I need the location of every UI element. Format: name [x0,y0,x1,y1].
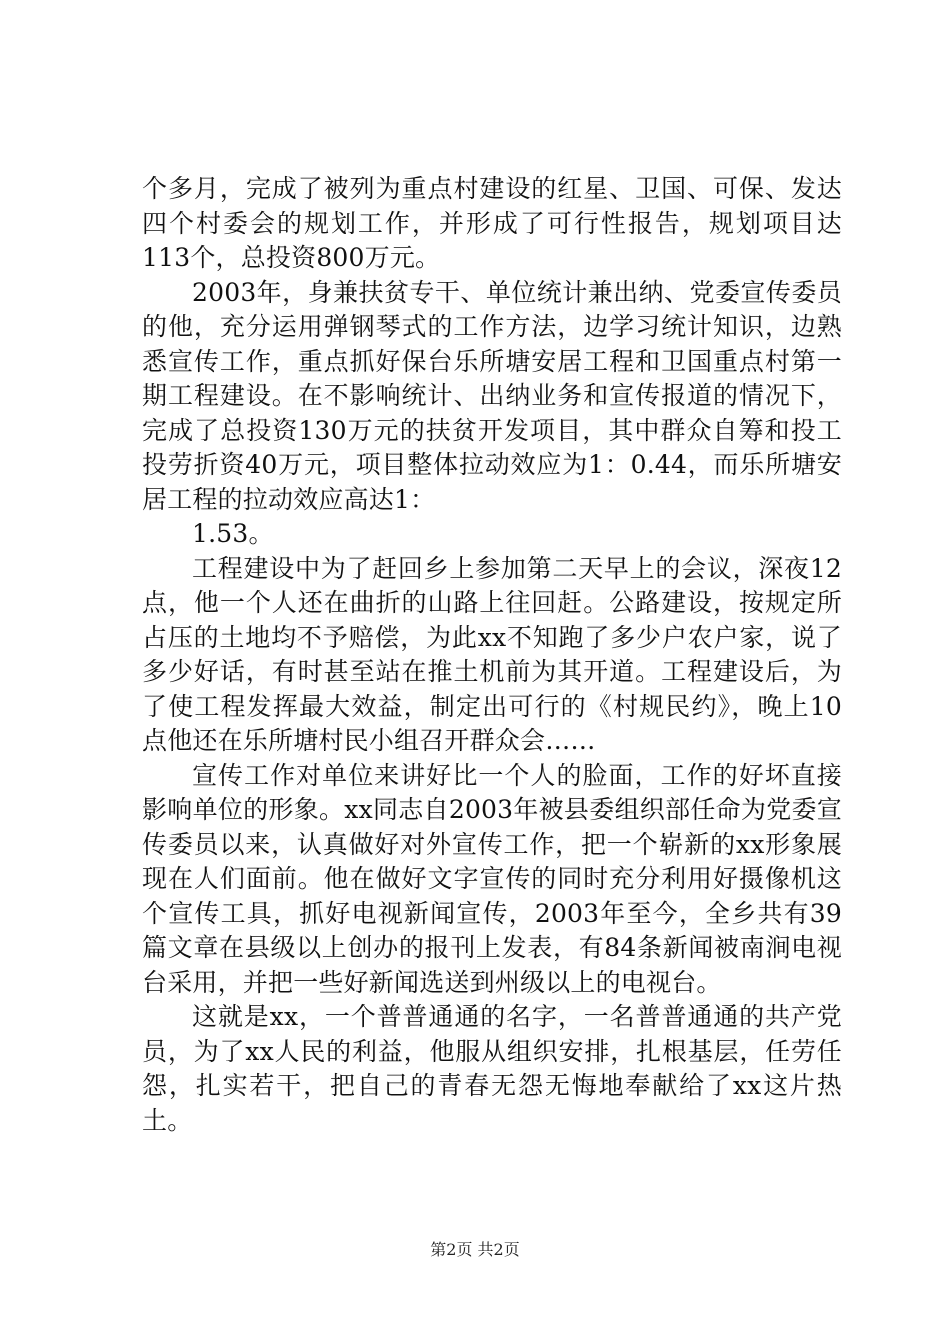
paragraph-6: 这就是xx，一个普普通通的名字，一名普普通通的共产党员，为了xx人民的利益，他服从组织安排，扎根基层，任劳任怨，扎实若干，把自己的青春无怨无悔地奉献给了xx这片热土。 [142,1002,842,1135]
document-body [142,172,842,1138]
paragraph-3: 1.53。 [192,519,274,548]
paragraph-4: 工程建设中为了赶回乡上参加第二天早上的会议，深夜12点，他一个人还在曲折的山路上往回赶。公路建设，按规定所占压的土地均不予赔偿，为此xx不知跑了多少户农户家，说了多少好话，有时甚至站在推土机前为其开道。工程建设后，为了使工程发挥最大效益，制定出可行的《村规民约》，晚上10点他还在乐所塘村民小组召开群众会…… [142,553,842,755]
paragraph-5: 宣传工作对单位来讲好比一个人的脸面，工作的好坏直接影响单位的形象。xx同志自2003年被县委组织部任命为党委宣传委员以来，认真做好对外宣传工作，把一个崭新的xx形象展现在人们面前。他在做好文字宣传的同时充分利用好摄像机这个宣传工具，抓好电视新闻宣传，2003年至今，全乡共有39篇文章在县级以上创办的报刊上发表，有84条新闻被南涧电视台采用，并把一些好新闻选送到州级以上的电视台。 [142,760,842,997]
paragraph-2: 2003年，身兼扶贫专干、单位统计兼出纳、党委宣传委员的他，充分运用弹钢琴式的工作方法，边学习统计知识，边熟悉宣传工作，重点抓好保台乐所塘安居工程和卫国重点村第一期工程建设。在不影响统计、出纳业务和宣传报道的情况下，完成了总投资130万元的扶贫开发项目，其中群众自筹和投工投劳折资40万元，项目整体拉动效应为1：0.44，而乐所塘安居工程的拉动效应高达1： [142,277,842,514]
paragraph-1: 个多月，完成了被列为重点村建设的红星、卫国、可保、发达四个村委会的规划工作，并形成了可行性报告，规划项目达113个，总投资800万元。 [142,174,842,272]
page-footer: 第2页 共2页 [430,1240,520,1259]
